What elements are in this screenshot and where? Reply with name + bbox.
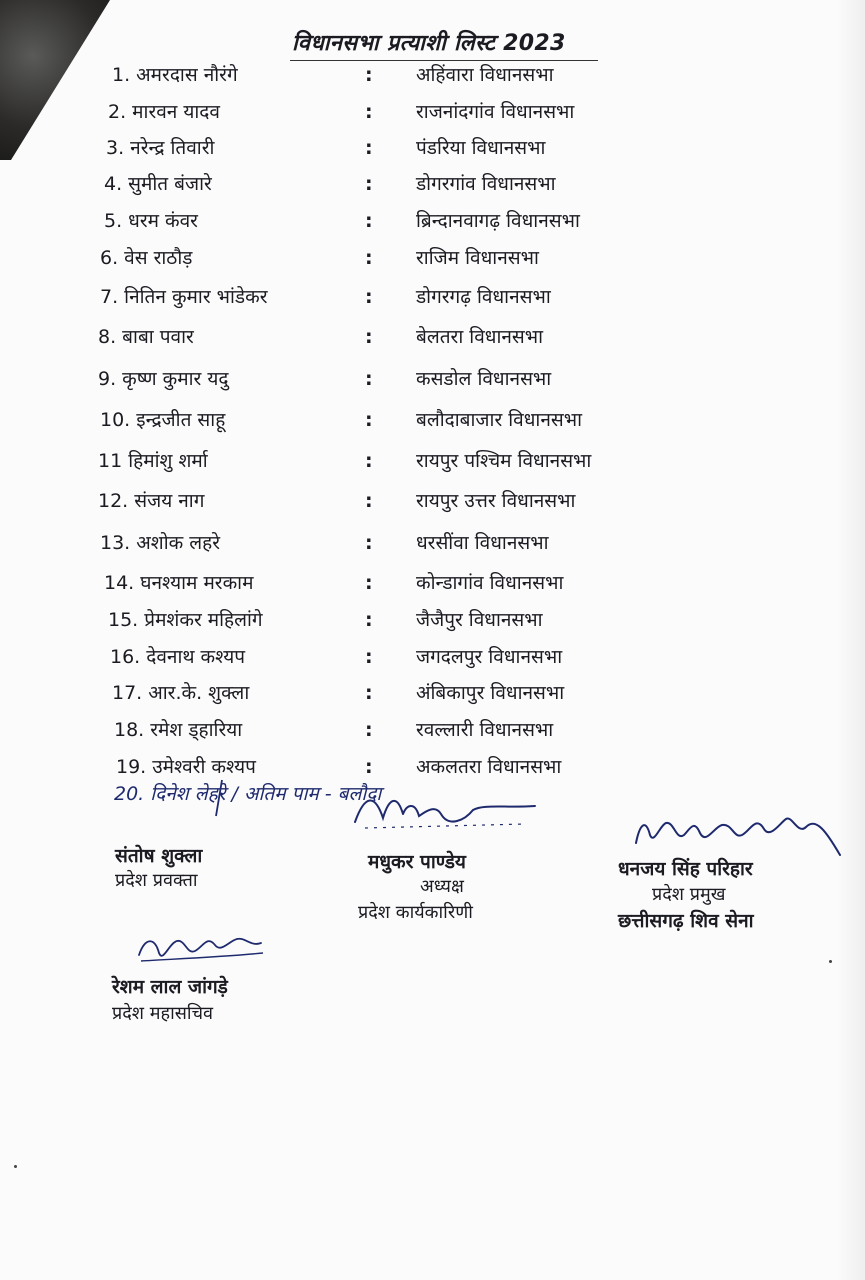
paper-speck xyxy=(829,960,832,963)
candidate-name: 13. अशोक लहरे xyxy=(100,532,220,554)
row-separator: : xyxy=(365,409,373,431)
signatory-dhananjay-title: प्रदेश प्रमुख xyxy=(652,884,726,905)
paper-speck xyxy=(14,1165,17,1168)
candidate-row xyxy=(104,569,700,597)
candidate-name: 17. आर.के. शुक्ला xyxy=(112,682,250,704)
signatory-santosh-name: संतोष शुक्ला xyxy=(115,845,203,867)
candidate-name: 14. घनश्याम मरकाम xyxy=(104,572,254,594)
candidate-name: 9. कृष्ण कुमार यदु xyxy=(98,368,229,390)
candidate-row xyxy=(114,716,700,744)
candidate-constituency: डोगरगढ़ विधानसभा xyxy=(416,286,551,308)
row-separator: : xyxy=(365,101,373,123)
candidate-constituency: बलौदाबाजार विधानसभा xyxy=(416,409,583,431)
candidate-constituency: अकलतरा विधानसभा xyxy=(416,756,562,778)
candidate-name: 19. उमेश्वरी कश्यप xyxy=(116,756,256,778)
candidate-row xyxy=(112,61,700,89)
signatory-dhananjay-name: धनजय सिंह परिहार xyxy=(618,858,753,880)
candidate-row xyxy=(98,487,700,515)
candidate-row xyxy=(104,207,700,235)
row-separator: : xyxy=(365,64,373,86)
candidate-constituency: कोन्डागांव विधानसभा xyxy=(416,572,564,594)
candidate-name: 12. संजय नाग xyxy=(98,490,205,512)
candidate-constituency: बेलतरा विधानसभा xyxy=(416,326,544,348)
candidate-name: 16. देवनाथ कश्यप xyxy=(110,646,246,668)
row-separator: : xyxy=(365,450,373,472)
candidate-name: 3. नरेन्द्र तिवारी xyxy=(106,137,215,159)
candidate-constituency: रायपुर पश्चिम विधानसभा xyxy=(416,450,592,472)
row-separator: : xyxy=(365,572,373,594)
signatory-resham-name: रेशम लाल जांगड़े xyxy=(112,976,228,998)
signatory-madhukar-name: मधुकर पाण्डेय xyxy=(368,851,466,873)
row-separator: : xyxy=(365,646,373,668)
madhukar-signature xyxy=(345,784,545,844)
candidate-row xyxy=(100,244,700,272)
corner-photo-fragment xyxy=(0,0,110,160)
candidate-name: 15. प्रेमशंकर महिलांगे xyxy=(108,609,263,631)
candidate-name: 10. इन्द्रजीत साहू xyxy=(100,409,226,431)
signatory-madhukar-body: प्रदेश कार्यकारिणी xyxy=(358,902,473,923)
candidate-row xyxy=(106,134,700,162)
candidate-row xyxy=(108,98,700,126)
page-edge-shadow xyxy=(837,0,865,1280)
candidate-row xyxy=(98,365,700,393)
row-separator: : xyxy=(365,326,373,348)
row-separator: : xyxy=(365,609,373,631)
row-separator: : xyxy=(365,247,373,269)
document-title: विधानसभा प्रत्याशी लिस्ट 2023 xyxy=(292,31,566,56)
candidate-name: 11 हिमांशु शर्मा xyxy=(98,450,208,472)
candidate-constituency: रवल्लारी विधानसभा xyxy=(416,719,554,741)
row-separator: : xyxy=(365,532,373,554)
handwritten-entry-text: 20. दिनेश लेहरे / अतिम पाम - बलौदा xyxy=(114,783,382,805)
candidate-row xyxy=(100,529,700,557)
candidate-row xyxy=(98,323,700,351)
candidate-constituency: अहिंवारा विधानसभा xyxy=(416,64,554,86)
candidate-name: 8. बाबा पवार xyxy=(98,326,194,348)
candidate-constituency: कसडोल विधानसभा xyxy=(416,368,552,390)
candidate-row xyxy=(100,283,700,311)
candidate-constituency: अंबिकापुर विधानसभा xyxy=(416,682,565,704)
candidate-name: 5. धरम कंवर xyxy=(104,210,198,232)
candidate-name: 18. रमेश ड्हारिया xyxy=(114,719,243,741)
row-separator: : xyxy=(365,210,373,232)
resham-signature xyxy=(133,925,268,970)
candidate-name: 7. नितिन कुमार भांडेकर xyxy=(100,286,268,308)
candidate-row xyxy=(100,406,700,434)
row-separator: : xyxy=(365,490,373,512)
row-separator: : xyxy=(365,682,373,704)
candidate-constituency: धरसींवा विधानसभा xyxy=(416,532,549,554)
candidate-row xyxy=(112,679,700,707)
candidate-constituency: जगदलपुर विधानसभा xyxy=(416,646,563,668)
row-separator: : xyxy=(365,173,373,195)
row-separator: : xyxy=(365,756,373,778)
row-separator: : xyxy=(365,137,373,159)
candidate-name: 6. वेस राठौड़ xyxy=(100,247,193,269)
candidate-constituency: जैजैपुर विधानसभा xyxy=(416,609,543,631)
candidate-constituency: ब्रिन्दानवागढ़ विधानसभा xyxy=(416,210,580,232)
row-separator: : xyxy=(365,368,373,390)
candidate-name: 2. मारवन यादव xyxy=(108,101,220,123)
candidate-name: 4. सुमीत बंजारे xyxy=(104,173,212,195)
candidate-constituency: रायपुर उत्तर विधानसभा xyxy=(416,490,576,512)
candidate-constituency: पंडरिया विधानसभा xyxy=(416,137,546,159)
signatory-resham-title: प्रदेश महासचिव xyxy=(112,1003,214,1024)
row-separator: : xyxy=(365,286,373,308)
candidate-constituency: राजनांदगांव विधानसभा xyxy=(416,101,575,123)
candidate-row xyxy=(110,643,700,671)
row-separator: : xyxy=(365,719,373,741)
signatory-santosh-title: प्रदेश प्रवक्ता xyxy=(115,870,198,891)
candidate-row xyxy=(108,606,700,634)
signatory-dhananjay-party: छत्तीसगढ़ शिव सेना xyxy=(618,910,754,932)
candidate-name: 1. अमरदास नौरंगे xyxy=(112,64,238,86)
candidate-row xyxy=(98,447,700,475)
candidate-constituency: डोगरगांव विधानसभा xyxy=(416,173,556,195)
candidate-row xyxy=(104,170,700,198)
candidate-constituency: राजिम विधानसभा xyxy=(416,247,539,269)
signatory-madhukar-title: अध्यक्ष xyxy=(420,876,464,897)
